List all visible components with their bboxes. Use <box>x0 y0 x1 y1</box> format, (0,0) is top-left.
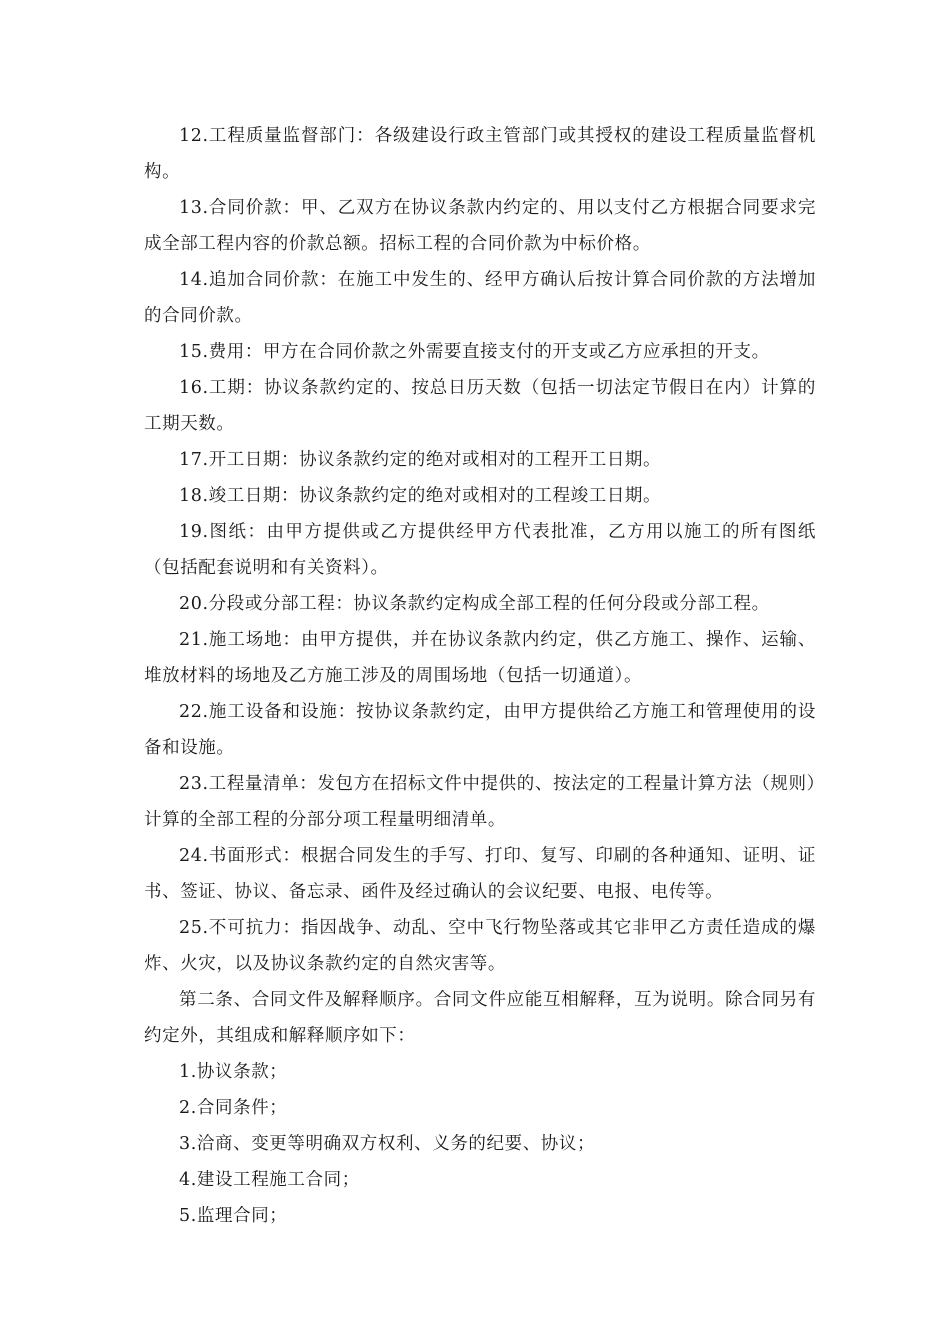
paragraph-item-13: 13.合同价款：甲、乙双方在协议条款内约定的、用以支付乙方根据合同要求完成全部工程内容的价款总额。招标工程的合同价款为中标价格。 <box>144 198 816 254</box>
order-list-item-4: 4.建设工程施工合同； <box>179 1170 360 1190</box>
paragraph-item-21: 21.施工场地：由甲方提供，并在协议条款内约定，供乙方施工、操作、运输、堆放材料的场地及乙方施工涉及的周围场地（包括一切通道）。 <box>144 630 816 686</box>
paragraph-item-20: 20.分段或分部工程：协议条款约定构成全部工程的任何分段或分部工程。 <box>179 594 770 614</box>
order-list-item-3: 3.洽商、变更等明确双方权利、义务的纪要、协议； <box>179 1134 596 1154</box>
paragraph-item-14: 14.追加合同价款：在施工中发生的、经甲方确认后按计算合同价款的方法增加的合同价款。 <box>144 270 816 326</box>
paragraph-item-16: 16.工期：协议条款约定的、按总日历天数（包括一切法定节假日在内）计算的工期天数。 <box>144 378 816 434</box>
paragraph-item-12: 12.工程质量监督部门：各级建设行政主管部门或其授权的建设工程质量监督机构。 <box>144 126 816 182</box>
paragraph-item-17: 17.开工日期：协议条款约定的绝对或相对的工程开工日期。 <box>179 450 662 470</box>
document-body <box>144 118 816 1234</box>
paragraph-item-25: 25.不可抗力：指因战争、动乱、空中飞行物坠落或其它非甲乙方责任造成的爆炸、火灾，以及协议条款约定的自然灾害等。 <box>144 918 816 974</box>
paragraph-item-18: 18.竣工日期：协议条款约定的绝对或相对的工程竣工日期。 <box>179 486 662 506</box>
paragraph-item-24: 24.书面形式：根据合同发生的手写、打印、复写、印刷的各种通知、证明、证书、签证、协议、备忘录、函件及经过确认的会议纪要、电报、电传等。 <box>144 846 816 902</box>
article-2-heading-paragraph: 第二条、合同文件及解释顺序。合同文件应能互相解释，互为说明。除合同另有约定外，其组成和解释顺序如下： <box>144 990 816 1046</box>
paragraph-item-15: 15.费用：甲方在合同价款之外需要直接支付的开支或乙方应承担的开支。 <box>179 342 770 362</box>
paragraph-item-22: 22.施工设备和设施：按协议条款约定，由甲方提供给乙方施工和管理使用的设备和设施。 <box>144 702 816 758</box>
order-list-item-1: 1.协议条款； <box>179 1062 288 1082</box>
order-list-item-2: 2.合同条件； <box>179 1098 288 1118</box>
paragraph-item-23: 23.工程量清单：发包方在招标文件中提供的、按法定的工程量计算方法（规则）计算的全部工程的分部分项工程量明细清单。 <box>144 774 816 830</box>
order-list-item-5: 5.监理合同； <box>179 1206 288 1226</box>
paragraph-item-19: 19.图纸：由甲方提供或乙方提供经甲方代表批准，乙方用以施工的所有图纸（包括配套说明和有关资料）。 <box>144 522 816 578</box>
